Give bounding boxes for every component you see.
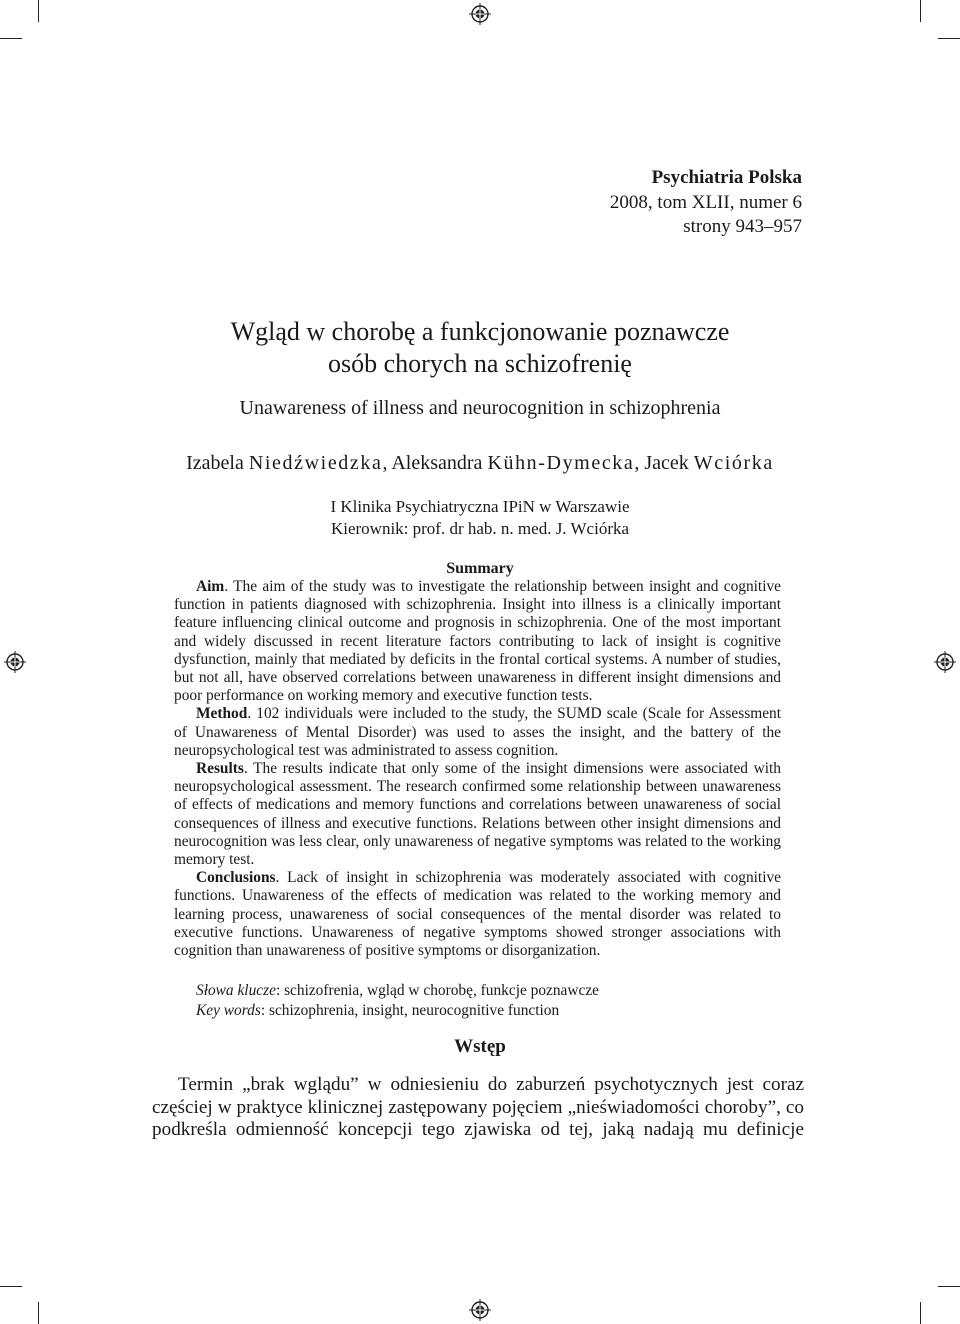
crop-mark	[920, 1302, 921, 1324]
keywords-text: schizofrenia, wgląd w chorobę, funkcje poznawcze	[284, 982, 599, 999]
author-list: Izabela Niedźwiedzka, Aleksandra Kühn-Dymecka, Jacek Wciórka	[186, 452, 774, 474]
crop-mark	[920, 0, 921, 22]
abstract-paragraph: Conclusions. Lack of insight in schizophrenia was moderately associated with cognitive functions. Unawareness of the effects of medication was related to the working memory and learning process, unawareness of social consequences of the mental disorder was related to executive functions. Unawareness of negative symptoms showed stronger associations with cognition than unawareness of positive symptoms or disorganization.	[174, 869, 782, 960]
keywords-en: Key words: schizophrenia, insight, neurocognitive function	[196, 1002, 560, 1019]
abstract-label: Method	[196, 705, 248, 723]
author-surname: Kühn-Dymecka	[487, 452, 635, 474]
keywords-text: schizophrenia, insight, neurocognitive function	[268, 1002, 560, 1019]
abstract	[174, 578, 781, 960]
english-title: Unawareness of illness and neurocognition in schizophrenia	[239, 397, 721, 419]
article-title	[0, 316, 960, 380]
registration-mark-icon	[4, 651, 26, 673]
keywords-label: Key words	[196, 1002, 261, 1019]
abstract-paragraph: Aim. The aim of the study was to investigate the relationship between insight and cognitive function in patients diagnosed with schizophrenia. Insight into illness is a clinically important feature influencing clinical outcome and prognosis in schizophrenia. One of the most important and widely discussed in recent literature factors contributing to lack of insight is cognitive dysfunction, mainly that mediated by deficits in the frontal cortical systems. A number of studies, but not all, have observed correlations between unawareness in different insight dimensions and poor performance on working memory and executive function tests.	[174, 578, 782, 705]
crop-mark	[938, 1286, 960, 1287]
abstract-text: The aim of the study was to investigate the relationship between insight and cognitive function in patients diagnosed with schizophrenia. Insight into illness is a clinically important feature influencing clinical outcome and prognosis in schizophrenia. One of the most important and widely discussed in recent literature factors contributing to lack of insight is cognitive dysfunction, mainly that mediated by deficits in the frontal cortical systems. A number of studies, but not all, have observed correlations between unawareness in different insight dimensions and poor performance on working memory and executive function tests.	[174, 578, 782, 705]
journal-volume: 2008, tom XLII, numer 6	[609, 191, 802, 213]
keywords-label: Słowa kluczе	[196, 982, 276, 999]
affiliation-line: I Klinika Psychiatryczna IPiN w Warszawie	[330, 497, 630, 516]
crop-mark	[38, 1302, 39, 1324]
abstract-paragraph: Results. The results indicate that only some of the insight dimensions were associated with neuropsychological assessment. The research confirmed some relationship between unawareness of effects of medications and memory functions and correlations between unawareness of social consequences of illness and executive functions. Relations between other insight dimensions and neurocognition was less clear, only unawareness of negative symptoms was related to the working memory test.	[174, 760, 781, 869]
abstract-paragraph: Method. 102 individuals were included to the study, the SUMD scale (Scale for Assessment of Unawareness of Mental Disorder) was used to asses the insight, and the battery of the neuropsychological test was administrated to assess cognition.	[174, 705, 781, 759]
section-heading: Wstęp	[454, 1036, 506, 1057]
abstract-label: Aim	[196, 578, 225, 595]
intro-body	[152, 1074, 804, 1142]
registration-mark-icon	[934, 651, 956, 673]
abstract-text: Lack of insight in schizophrenia was moderately associated with cognitive functions. Unawareness of the effects of medication was related to the working memory and learning process, unawareness of social consequences of the mental disorder was related to executive functions. Unawareness of negative symptoms showed stronger associations with cognition than unawareness of positive symptoms or disorganization.	[174, 869, 782, 960]
crop-mark	[0, 38, 22, 39]
author-given: Izabela	[186, 452, 244, 474]
author-given: Aleksandra	[391, 452, 483, 474]
abstract-text: 102 individuals were included to the study, the SUMD scale (Scale for Assessment of Unawareness of Mental Disorder) was used to asses the insight, and the battery of the neuropsychological test was administrated to assess cognition.	[174, 705, 781, 759]
title-line: osób chorych na schizofrenię	[328, 349, 632, 378]
abstract-label: Conclusions	[196, 869, 276, 887]
registration-mark-icon	[469, 3, 491, 25]
author-given: Jacek	[644, 452, 689, 474]
keywords-pl: Słowa kluczе: schizofrenia, wgląd w chorobę, funkcje poznawcze	[196, 982, 599, 999]
title-line: Wgląd w chorobę a funkcjonowanie poznawcze	[230, 317, 730, 346]
crop-mark	[0, 1286, 22, 1287]
crop-mark	[938, 38, 960, 39]
author-surname: Wciórka	[693, 452, 774, 474]
journal-pages: strony 943–957	[683, 216, 802, 237]
affiliation	[0, 496, 960, 540]
author-surname: Niedźwiedzka	[248, 452, 383, 474]
affiliation-line: Kierownik: prof. dr hab. n. med. J. Wciórka	[330, 519, 630, 538]
journal-name: Psychiatria Polska	[651, 167, 802, 188]
journal-header	[610, 166, 802, 240]
keywords	[196, 981, 599, 1021]
intro-paragraph: Termin „brak wglądu” w odniesieniu do zaburzeń psychotycznych jest coraz częściej w praktyce klinicznej zastępowany pojęciem „nieświadomości choroby”, co podkreśla odmienność koncepcji tego zjawiska od tej, jaką nadają mu definicje	[152, 1074, 804, 1140]
abstract-text: The results indicate that only some of the insight dimensions were associated with neuropsychological assessment. The research confirmed some relationship between unawareness of effects of medications and memory functions and correlations between unawareness of social consequences of illness and executive functions. Relations between other insight dimensions and neurocognition was less clear, only unawareness of negative symptoms was related to the working memory test.	[174, 760, 781, 869]
registration-mark-icon	[469, 1299, 491, 1321]
crop-mark	[38, 0, 39, 22]
abstract-label: Results	[196, 760, 244, 778]
summary-heading: Summary	[446, 560, 514, 577]
